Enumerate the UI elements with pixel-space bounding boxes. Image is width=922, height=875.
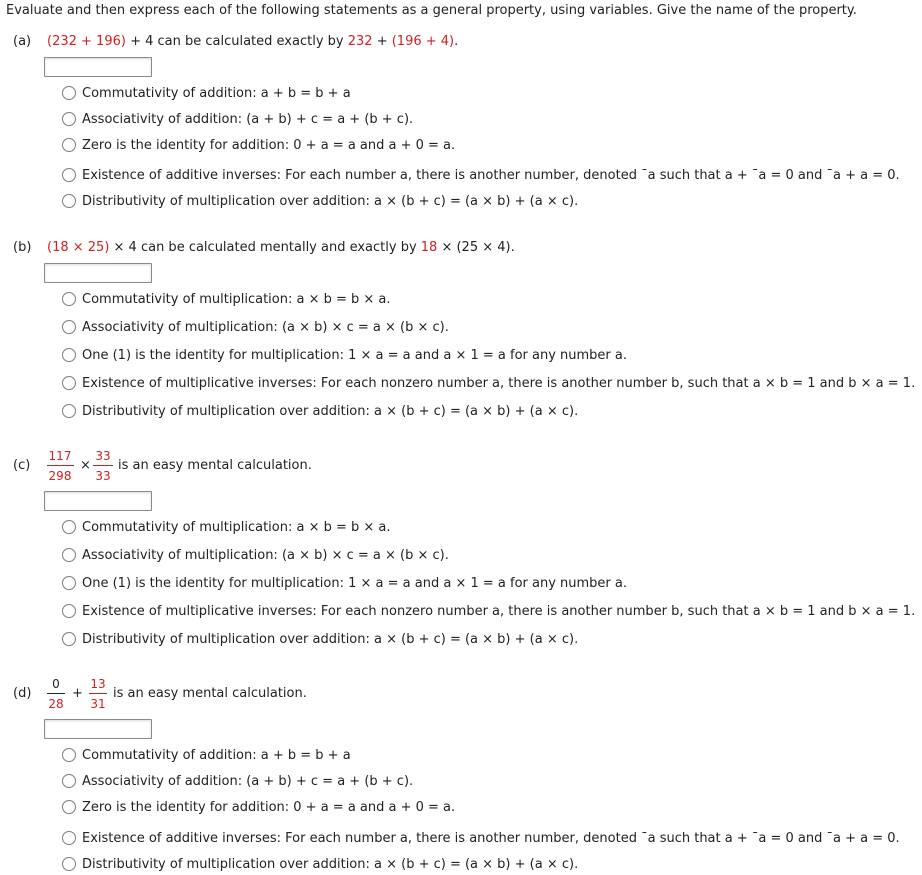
part-b-expr-left: (18 × 25): [47, 240, 110, 255]
part-d-frac1-bar: [47, 693, 65, 694]
part-d-radio-3[interactable]: [62, 800, 76, 814]
part-b-option-5: Distributivity of multiplication over addition: a × (b + c) = (a × b) + (a × c).: [82, 404, 579, 419]
part-a-radio-1[interactable]: [62, 86, 76, 100]
part-b-option-1: Commutativity of multiplication: a × b = b × a.: [82, 292, 391, 307]
part-b-statement: [47, 240, 515, 255]
part-b-label: (b): [13, 240, 32, 255]
part-a-expr-plus: +: [372, 34, 392, 49]
part-c-answer-input[interactable]: [44, 491, 152, 511]
part-c-option-4: Existence of multiplicative inverses: For each nonzero number a, there is another number b, such that a × b = 1 and b × a = 1.: [82, 604, 916, 619]
part-a-option-3: Zero is the identity for addition: 0 + a = a and a + 0 = a.: [82, 138, 456, 153]
part-b-radio-3[interactable]: [62, 348, 76, 362]
part-c-label: (c): [13, 458, 31, 473]
part-b-expr-num: 18: [420, 240, 438, 255]
part-a-radio-2[interactable]: [62, 112, 76, 126]
part-b-option-3: One (1) is the identity for multiplication: 1 × a = a and a × 1 = a for any number a.: [82, 348, 627, 363]
part-a-label: (a): [13, 34, 32, 49]
part-b-option-2: Associativity of multiplication: (a × b) × c = a × (b × c).: [82, 320, 449, 335]
part-c-radio-5[interactable]: [62, 632, 76, 646]
part-d-label: (d): [13, 686, 32, 701]
part-a-radio-4[interactable]: [62, 168, 76, 182]
part-d-option-4: Existence of additive inverses: For each number a, there is another number, denoted ¯a such that a + ¯a = 0 and ¯a + a = 0.: [82, 831, 900, 846]
part-c-frac2-numerator: 33: [95, 449, 111, 463]
part-c-operator: ×: [80, 458, 91, 473]
part-b-expr-right: × (25 × 4).: [437, 240, 515, 255]
part-a-radio-5[interactable]: [62, 194, 76, 208]
part-c-frac1-denominator: 298: [48, 469, 72, 483]
part-c-option-3: One (1) is the identity for multiplication: 1 × a = a and a × 1 = a for any number a.: [82, 576, 627, 591]
part-c-frac1-numerator: 117: [48, 449, 72, 463]
part-a-expr-mid: + 4 can be calculated exactly by: [125, 34, 348, 49]
part-c-radio-3[interactable]: [62, 576, 76, 590]
part-c-frac2-denominator: 33: [95, 469, 111, 483]
part-d-option-3: Zero is the identity for addition: 0 + a = a and a + 0 = a.: [82, 800, 456, 815]
part-a-expr-right: (196 + 4): [391, 34, 455, 49]
part-a-answer-input[interactable]: [44, 57, 152, 77]
part-b-radio-4[interactable]: [62, 376, 76, 390]
part-d-radio-4[interactable]: [62, 831, 76, 845]
part-d-option-1: Commutativity of addition: a + b = b + a: [82, 748, 351, 763]
instructions: Evaluate and then express each of the following statements as a general property, using variables. Give the name of the property.: [6, 3, 857, 18]
part-d-frac2-bar: [89, 693, 107, 694]
part-a-expr-left: (232 + 196): [47, 34, 126, 49]
part-c-radio-2[interactable]: [62, 548, 76, 562]
part-c-frac2-bar: [93, 465, 113, 466]
part-d-option-5: Distributivity of multiplication over addition: a × (b + c) = (a × b) + (a × c).: [82, 857, 579, 872]
part-b-option-4: Existence of multiplicative inverses: For each nonzero number a, there is another number b, such that a × b = 1 and b × a = 1.: [82, 376, 916, 391]
part-c-option-5: Distributivity of multiplication over addition: a × (b + c) = (a × b) + (a × c).: [82, 632, 579, 647]
part-c-option-1: Commutativity of multiplication: a × b = b × a.: [82, 520, 391, 535]
part-a-radio-3[interactable]: [62, 138, 76, 152]
part-c-frac1-bar: [47, 465, 74, 466]
part-d-frac1-denominator: 28: [48, 697, 64, 711]
part-d-radio-2[interactable]: [62, 774, 76, 788]
part-a-option-1: Commutativity of addition: a + b = b + a: [82, 86, 351, 101]
part-d-frac2-denominator: 31: [90, 697, 106, 711]
part-c-option-2: Associativity of multiplication: (a × b) × c = a × (b × c).: [82, 548, 449, 563]
part-a-expr-end: .: [454, 34, 459, 49]
part-d-tail: is an easy mental calculation.: [113, 686, 307, 701]
part-d-frac1-numerator: 0: [52, 677, 60, 691]
part-d-answer-input[interactable]: [44, 719, 152, 739]
part-d-radio-5[interactable]: [62, 857, 76, 871]
part-b-radio-5[interactable]: [62, 404, 76, 418]
part-b-expr-mid: × 4 can be calculated mentally and exactly by: [109, 240, 421, 255]
part-d-option-2: Associativity of addition: (a + b) + c = a + (b + c).: [82, 774, 414, 789]
part-d-radio-1[interactable]: [62, 748, 76, 762]
part-a-expr-num: 232: [347, 34, 373, 49]
part-c-tail: is an easy mental calculation.: [118, 458, 312, 473]
part-c-radio-4[interactable]: [62, 604, 76, 618]
part-b-answer-input[interactable]: [44, 263, 152, 283]
part-a-option-4: Existence of additive inverses: For each number a, there is another number, denoted ¯a such that a + ¯a = 0 and ¯a + a = 0.: [82, 168, 900, 183]
part-a-option-5: Distributivity of multiplication over addition: a × (b + c) = (a × b) + (a × c).: [82, 194, 579, 209]
part-c-radio-1[interactable]: [62, 520, 76, 534]
part-d-operator: +: [72, 686, 83, 701]
part-a-option-2: Associativity of addition: (a + b) + c = a + (b + c).: [82, 112, 414, 127]
part-d-frac2-numerator: 13: [90, 677, 106, 691]
part-b-radio-2[interactable]: [62, 320, 76, 334]
part-a-statement: [47, 34, 458, 49]
part-b-radio-1[interactable]: [62, 292, 76, 306]
